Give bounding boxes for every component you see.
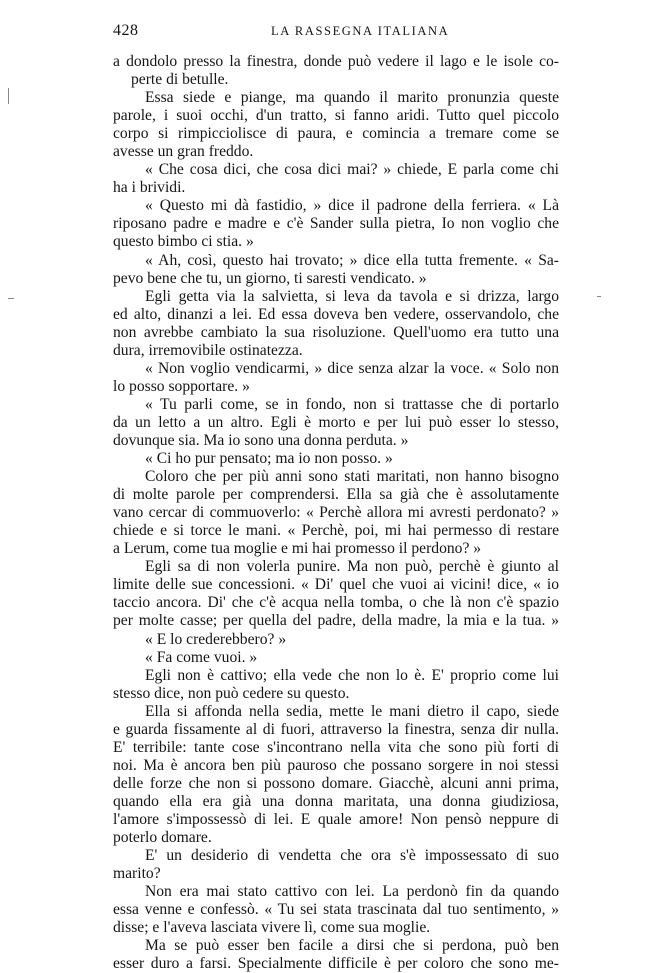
text-line: questo bimbo ci stia. » (113, 233, 254, 251)
page-header (113, 22, 559, 42)
text-line: Egli getta via la salvietta, si leva da tavola e si drizza, largo (145, 287, 559, 305)
text-line: Essa siede e piange, ma quando il marito pronunzia queste (145, 89, 559, 107)
text-line: « Non voglio vendicarmi, » dice senza alzar la voce. « Solo non (145, 359, 559, 377)
body-text (113, 53, 559, 973)
text-line: dovunque sia. Ma io sono una donna perduta. » (113, 431, 409, 449)
text-line: di molte parole per comprendersi. Ella sa già che è assolutamente (113, 486, 559, 504)
text-line: delle forze che non si possono domare. Giacchè, alcuni anni prima, (113, 774, 559, 792)
text-line: esser duro a farsi. Specialmente difficile è per coloro che sono me- (113, 955, 559, 973)
text-line: da un letto a un altro. Egli è morto e per lui può esser lo stesso, (113, 413, 559, 431)
text-line: dura, irremovibile ostinatezza. (113, 341, 303, 359)
text-line: vano cercar di commuoverlo: « Perchè allora mi avresti perdonato? » (113, 504, 559, 522)
text-line: « Tu parli come, se in fondo, non si trattasse che di portarlo (145, 395, 559, 413)
text-line: perte di betulle. (131, 71, 229, 89)
text-line: essa venne e confessò. « Tu sei stata trascinata dal tuo sentimento, » (113, 901, 559, 919)
text-line: Ella si affonda nella sedia, mette le mani dietro il capo, siede (145, 702, 559, 720)
margin-mark (8, 298, 14, 299)
text-line: avesse un gran freddo. (113, 143, 254, 161)
text-line: Ma se può esser ben facile a dirsi che si perdona, può ben (145, 937, 559, 955)
text-line: a Lerum, come tua moglie e mi hai promesso il perdono? » (113, 540, 482, 558)
text-line: « E lo crederebbero? » (145, 630, 287, 648)
text-line: Coloro che per più anni sono stati maritati, non hanno bisogno (145, 468, 559, 486)
text-line: Egli non è cattivo; ella vede che non lo è. E' proprio come lui (145, 666, 559, 684)
text-line: e guarda fissamente al di fuori, attraverso la finestra, senza dir nulla. (113, 720, 559, 738)
text-line: Non era mai stato cattivo con lei. La perdonò fin da quando (145, 883, 559, 901)
text-line: E' terribile: tante cose s'incontrano nella vita che sono più forti di (113, 738, 559, 756)
text-line: non avrebbe cambiato la sua risoluzione. Quell'uomo era tutto una (113, 323, 559, 341)
text-line: poterlo domare. (113, 829, 212, 847)
text-line: parole, i suoi occhi, d'un tratto, si fanno aridi. Tutto quel piccolo (113, 107, 559, 125)
text-line: « Che cosa dici, che cosa dici mai? » chiede, E parla come chi (145, 161, 559, 179)
text-line: quando ella era già una donna maritata, una donna giudiziosa, (113, 792, 559, 810)
text-line: taccio ancora. Di' che c'è acqua nella tomba, o che là non c'è spazio (113, 594, 559, 612)
running-head: LA RASSEGNA ITALIANA (271, 24, 450, 38)
margin-mark (597, 296, 601, 297)
text-line: disse; e l'aveva lasciata vivere lì, come sua moglie. (113, 919, 431, 937)
text-line: riposano padre e madre e c'è Sander sulla pietra, Io non voglio che (113, 215, 559, 233)
text-line: stesso dice, non può cedere su questo. (113, 684, 350, 702)
text-line: per molte casse; per quella del padre, della madre, la mia e la tua. » (113, 612, 559, 630)
text-line: a dondolo presso la finestra, donde può vedere il lago e le isole co- (113, 53, 559, 70)
text-line: « Questo mi dà fastidio, » dice il padrone della ferriera. « Là (145, 197, 559, 215)
text-line: pevo bene che tu, un giorno, ti saresti vendicato. » (113, 269, 427, 287)
page-number: 428 (113, 22, 139, 39)
text-line: « Fa come vuoi. » (145, 648, 258, 666)
text-line: corpo si rimpicciolisce di paura, e comincia a tremare come se (113, 125, 559, 143)
text-line: ed alto, dinanzi a lei. Ed essa doveva ben vedere, osservandolo, che (113, 305, 559, 323)
text-line: l'amore s'impossessò di lei. E quale amore! Non pensò neppure di (113, 810, 559, 828)
text-line: E' un desiderio di vendetta che ora s'è impossessato di suo (145, 847, 559, 865)
text-line: Egli sa di non volerla punire. Ma non può, perchè è giunto al (145, 558, 559, 576)
text-line: marito? (113, 865, 161, 883)
text-line: noi. Ma è ancora ben più pauroso che possano sorgere in noi stessi (113, 756, 559, 774)
text-line: chiede e si torce le mani. « Perchè, poi, mi hai permesso di restare (113, 522, 559, 540)
text-line: limite delle sue concessioni. « Di' quel che vuoi ai vicini! dice, « io (113, 576, 559, 594)
text-line: « Ci ho pur pensato; ma io non posso. » (145, 450, 393, 468)
text-line: lo posso sopportare. » (113, 377, 250, 395)
text-line: « Ah, così, questo hai trovato; » dice ella tutta fremente. « Sa- (145, 251, 559, 269)
text-line: ha i brividi. (113, 179, 186, 197)
margin-mark (8, 88, 9, 104)
